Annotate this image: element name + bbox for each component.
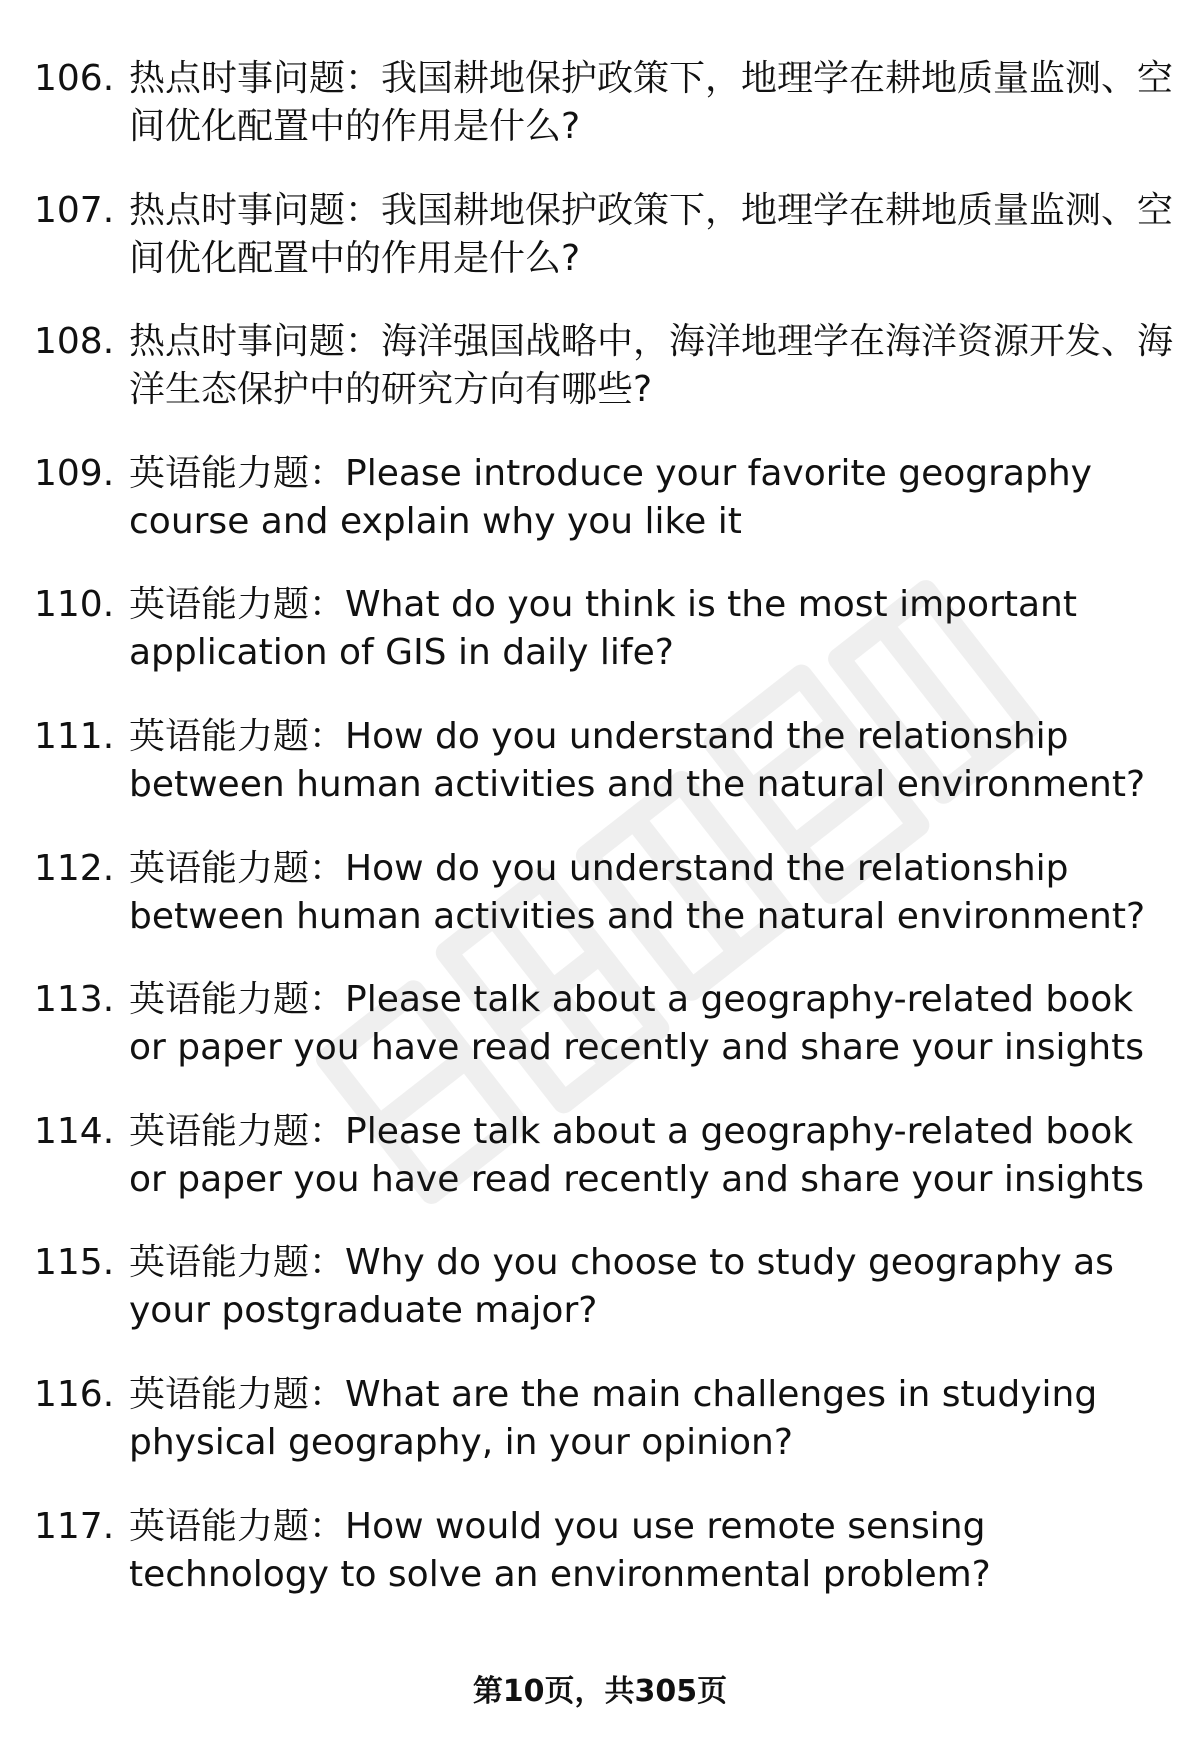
question-text: 英语能力题：What are the main challenges in studying physical geography, in your opinion?: [129, 1373, 1098, 1463]
question-text: 英语能力题：How do you understand the relationship between human activities and the natural environment?: [129, 715, 1146, 805]
question-text: 英语能力题：Please talk about a geography-related book or paper you have read recently and share your insights: [129, 979, 1144, 1069]
question-text: 英语能力题：Please talk about a geography-related book or paper you have read recently and share your insights: [129, 1110, 1144, 1200]
question-number: 111.: [34, 715, 115, 757]
question-text: 英语能力题：Why do you choose to study geography as your postgraduate major?: [129, 1242, 1114, 1332]
question-list: [34, 55, 1174, 1634]
question-number: 116.: [34, 1373, 115, 1415]
question-item: [34, 581, 1174, 713]
question-text: 热点时事问题：我国耕地保护政策下，地理学在耕地质量监测、空间优化配置中的作用是什么?: [129, 189, 1174, 279]
question-item: [34, 318, 1174, 450]
page-footer: 第10页，共305页: [472, 1674, 728, 1709]
question-text: 热点时事问题：海洋强国战略中，海洋地理学在海洋资源开发、海洋生态保护中的研究方向有哪些?: [129, 321, 1174, 411]
question-item: [34, 845, 1174, 977]
question-number: 109.: [34, 452, 115, 494]
question-text: 英语能力题：Please introduce your favorite geography course and explain why you like it: [129, 452, 1092, 542]
question-item: [34, 976, 1174, 1108]
question-number: 117.: [34, 1505, 115, 1547]
question-item: [34, 55, 1174, 187]
question-text: 英语能力题：What do you think is the most important application of GIS in daily life?: [129, 584, 1077, 674]
question-item: [34, 1371, 1174, 1503]
question-number: 106.: [34, 58, 115, 99]
question-text: 英语能力题：How do you understand the relationship between human activities and the natural environment?: [129, 847, 1146, 937]
question-item: [34, 713, 1174, 845]
question-number: 112.: [34, 847, 115, 889]
question-number: 108.: [34, 321, 115, 363]
question-text: 热点时事问题：我国耕地保护政策下，地理学在耕地质量监测、空间优化配置中的作用是什么?: [129, 58, 1174, 147]
question-number: 110.: [34, 584, 115, 626]
question-item: [34, 1239, 1174, 1371]
question-number: 115.: [34, 1242, 115, 1284]
question-number: 107.: [34, 189, 115, 231]
question-item: [34, 187, 1174, 319]
question-item: [34, 1503, 1174, 1635]
question-item: [34, 1108, 1174, 1240]
question-number: 114.: [34, 1110, 115, 1152]
question-text: 英语能力题：How would you use remote sensing technology to solve an environmental problem?: [129, 1505, 991, 1595]
question-item: [34, 450, 1174, 582]
question-number: 113.: [34, 979, 115, 1021]
